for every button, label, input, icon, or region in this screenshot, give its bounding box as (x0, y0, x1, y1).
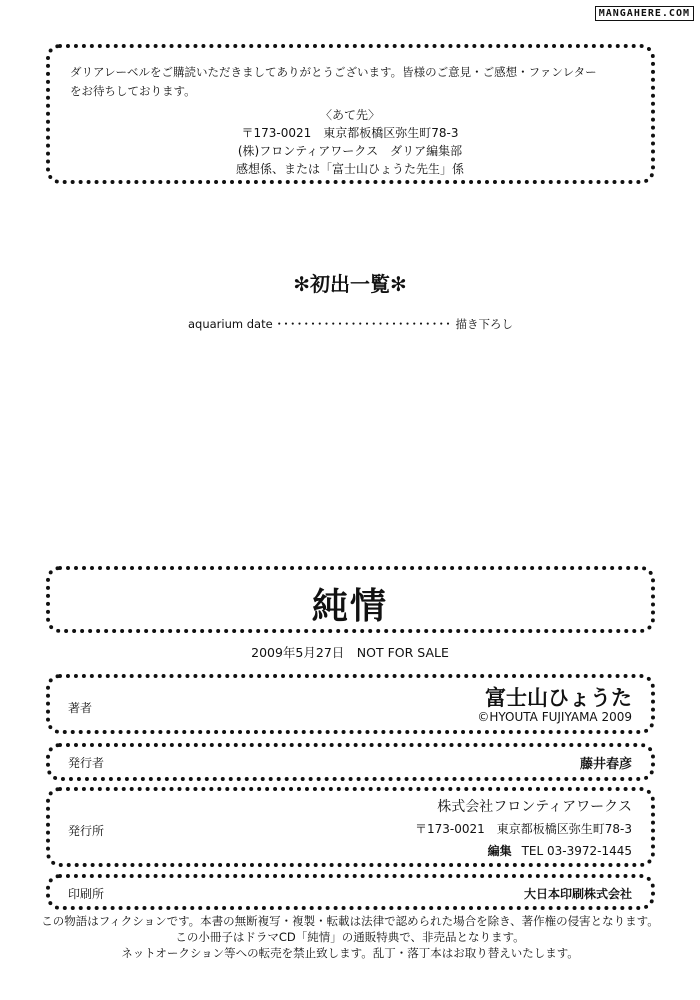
publisher-tel: TEL 03-3972-1445 (521, 844, 632, 858)
author-name: 富士山ひょうた (485, 686, 632, 710)
printer-name: 大日本印刷株式会社 (523, 887, 632, 901)
publisher-label: 発行所 (68, 824, 105, 838)
publisher-address: 〒173-0021 東京都板橋区弥生町78-3 (414, 822, 632, 836)
address-title: 〈あて先〉 (319, 108, 380, 122)
address-line3: 感想係、または「富士山ひょうた先生」係 (235, 162, 464, 176)
watermark-logo: MANGAHERE.COM (595, 6, 694, 21)
notice-line3: ネットオークション等への転売を禁止致します。乱丁・落丁本はお取り替えいたします。 (121, 946, 579, 960)
publisher-person-label: 発行者 (68, 756, 105, 770)
first-appearance-title: ✻初出一覧✻ (293, 272, 407, 296)
publisher-person-box (46, 743, 655, 781)
author-label: 著者 (68, 701, 93, 715)
entry-title: aquarium date (188, 317, 273, 331)
book-title: 純情 (311, 586, 388, 627)
publisher-company: 株式会社フロンティアワークス (437, 799, 632, 815)
publisher-person-name: 藤井春彦 (579, 757, 632, 772)
first-appearance-entry (188, 316, 513, 332)
address-line2: (株)フロンティアワークス ダリア編集部 (237, 144, 463, 158)
fan-letter-text-line1: ダリアレーベルをご購読いただきましてありがとうございます。皆様のご意見・ご感想・ファンレター (70, 65, 597, 79)
author-copyright: ©HYOUTA FUJIYAMA 2009 (477, 710, 632, 724)
publisher-contact (488, 842, 632, 859)
printer-label: 印刷所 (68, 887, 105, 901)
entry-source: 描き下ろし (455, 317, 513, 331)
notice-line2: この小冊子はドラマCD「純情」の通販特典で、非売品となります。 (175, 930, 525, 944)
address-line1: 〒173-0021 東京都板橋区弥生町78-3 (241, 126, 459, 140)
notice-line1: この物語はフィクションです。本書の無断複写・複製・転載は法律で認められた場合を除き、著作権の侵害となります。 (41, 914, 659, 928)
entry-dots: ･･････････････････････････ (276, 317, 452, 331)
publisher-edit-label: 編集 (487, 844, 512, 858)
publication-date: 2009年5月27日 NOT FOR SALE (251, 645, 449, 660)
fan-letter-text-line2: をお待ちしております。 (70, 84, 196, 98)
